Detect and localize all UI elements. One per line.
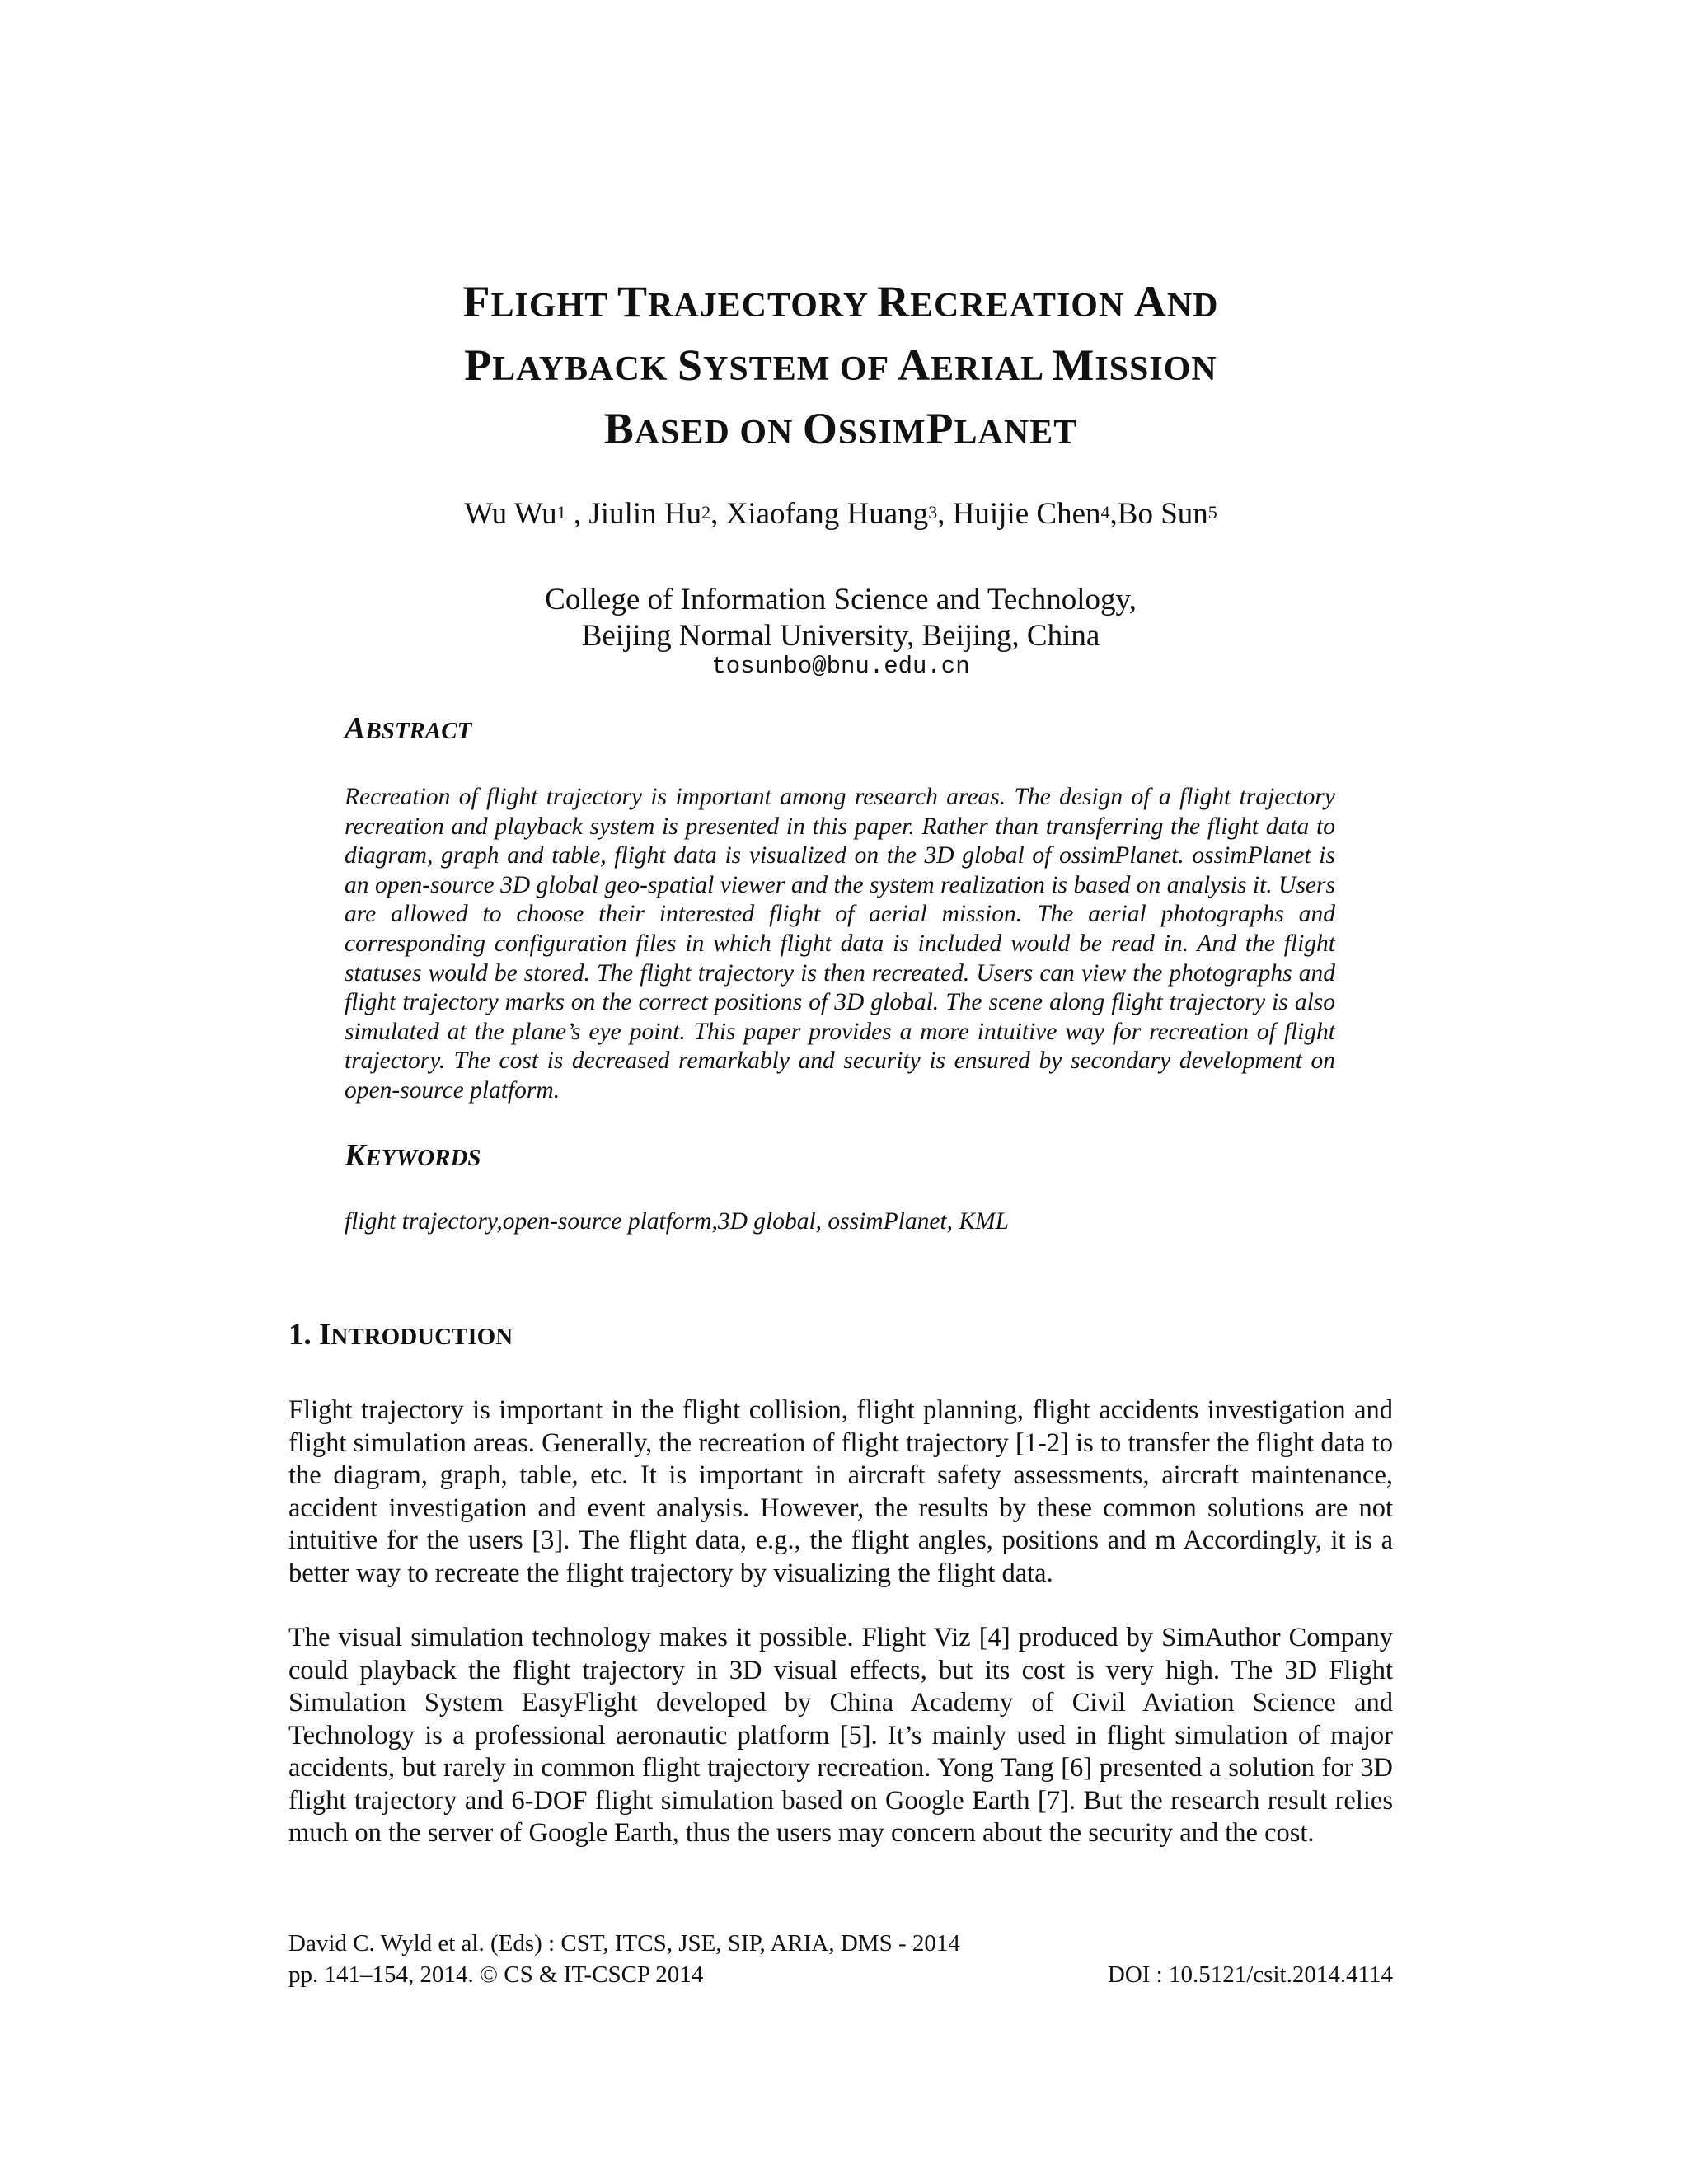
- title-segment: F: [462, 277, 491, 326]
- author-affiliation-mark: 3: [928, 502, 938, 523]
- keywords-heading-initial: K: [345, 1138, 366, 1173]
- keywords-text: flight trajectory,open-source platform,3D global, ossimPlanet, KML: [345, 1208, 1010, 1235]
- title-segment: ND: [1166, 287, 1219, 325]
- author-name: Bo Sun: [1117, 497, 1208, 531]
- author-affiliation-mark: 2: [701, 502, 711, 523]
- author-separator: ,: [1109, 497, 1118, 531]
- author-name: Huijie Chen: [952, 497, 1101, 531]
- introduction-heading-rest: NTRODUCTION: [331, 1324, 513, 1350]
- abstract-text: Recreation of flight trajectory is important among research areas. The design of a flight trajectory recreation and playback system is presented in this paper. Rather than transferring the flight data to diagram, graph and table, flight data is visualized on the 3D global of ossimPlanet. ossimPlanet is an open-source 3D global geo-spatial viewer and the system realization is based on analysis it. Users are allowed to choose their interested flight of aerial mission. The aerial photographs and corresponding configuration files in which flight data is included would be read in. And the flight statuses would be stored. The flight trajectory is then recreated. Users can view the photographs and flight trajectory marks on the correct positions of 3D global. The scene along flight trajectory is also simulated at the plane’s eye point. This paper provides a more intuitive way for recreation of flight trajectory. The cost is decreased remarkably and security is ensured by secondary development on open-source platform.: [345, 784, 1335, 1104]
- author-email: tosunbo@bnu.edu.cn: [711, 653, 970, 680]
- title-segment: B: [603, 404, 635, 453]
- title-segment: ECREATION: [910, 287, 1134, 325]
- author-affiliation-mark: 4: [1100, 502, 1110, 523]
- abstract-heading: [345, 710, 471, 747]
- title-segment: YSTEM OF: [703, 350, 898, 388]
- title-segment: SSIM: [837, 414, 926, 452]
- title-segment: P: [464, 340, 493, 390]
- introduction-heading-initial: I: [319, 1318, 331, 1352]
- footer-doi: DOI : 10.5121/csit.2014.4114: [1107, 1961, 1393, 1988]
- introduction-heading: [288, 1317, 513, 1352]
- title-segment: A: [898, 340, 931, 390]
- author-separator: ,: [937, 497, 953, 531]
- introduction-paragraph-1: Flight trajectory is important in the flight collision, flight planning, flight accidents investigation and flight simulation areas. Generally, the recreation of flight trajectory [1-2] is to transfer the flight data to the diagram, graph, table, etc. It is important in aircraft safety assessments, aircraft maintenance, accident investigation and event analysis. However, the results by these common solutions are not intuitive for the users [3]. The flight data, e.g., the flight angles, positions and m Accordingly, it is a better way to recreate the flight trajectory by visualizing the flight data.: [288, 1395, 1393, 1588]
- title-segment: ASED ON: [634, 414, 803, 452]
- author-name: Xiaofang Huang: [725, 497, 929, 531]
- footer-pages: [288, 1961, 1393, 1989]
- affiliation-line-1: College of Information Science and Technology,: [545, 583, 1137, 616]
- title-line-3: [247, 399, 1434, 462]
- author-name: Jiulin Hu: [588, 497, 702, 531]
- author-list: [247, 496, 1434, 532]
- title-line-1: [247, 272, 1434, 335]
- author-affiliation-mark: 1: [556, 502, 566, 523]
- title-line-2: [247, 335, 1434, 399]
- author-affiliation-mark: 5: [1207, 502, 1217, 523]
- title-segment: R: [877, 277, 911, 326]
- title-segment: LIGHT: [490, 287, 617, 325]
- title-segment: ISSION: [1095, 350, 1217, 388]
- affiliation-line-2: Beijing Normal University, Beijing, China: [581, 619, 1100, 653]
- author-separator: ,: [565, 497, 589, 531]
- title-segment: LANET: [954, 414, 1078, 452]
- abstract-heading-rest: BSTRACT: [365, 718, 472, 744]
- footer-citation: David C. Wyld et al. (Eds) : CST, ITCS, JSE, SIP, ARIA, DMS - 2014: [288, 1930, 960, 1957]
- title-segment: RAJECTORY: [647, 287, 878, 325]
- title-segment: ERIAL: [931, 350, 1053, 388]
- title-segment: P: [926, 404, 954, 453]
- abstract-heading-initial: A: [345, 711, 366, 746]
- title-segment: LAYBACK: [492, 350, 678, 388]
- keywords-heading: [345, 1137, 481, 1174]
- title-segment: O: [802, 404, 838, 453]
- keywords-heading-rest: EYWORDS: [365, 1145, 481, 1171]
- introduction-paragraph-2: The visual simulation technology makes it possible. Flight Viz [4] produced by SimAuthor Company could playback the flight trajectory in 3D visual effects, but its cost is very high. The 3D Flight Simulation System EasyFlight developed by China Academy of Civil Aviation Science and Technology is a professional aeronautic platform [5]. It’s mainly used in flight simulation of major accidents, but rarely in common flight trajectory recreation. Yong Tang [6] presented a solution for 3D flight trajectory and 6-DOF flight simulation based on Google Earth [7]. But the research result relies much on the server of Google Earth, thus the users may concern about the security and the cost.: [288, 1623, 1393, 1848]
- title-segment: M: [1052, 340, 1095, 390]
- author-name: Wu Wu: [464, 497, 557, 531]
- section-number: 1.: [288, 1318, 319, 1352]
- title-segment: T: [617, 277, 648, 326]
- footer-copyright: pp. 141–154, 2014. © CS & IT-CSCP 2014: [288, 1961, 704, 1988]
- title-segment: A: [1133, 277, 1167, 326]
- title-segment: S: [677, 340, 703, 390]
- paper-title: [247, 272, 1434, 462]
- author-separator: ,: [710, 497, 726, 531]
